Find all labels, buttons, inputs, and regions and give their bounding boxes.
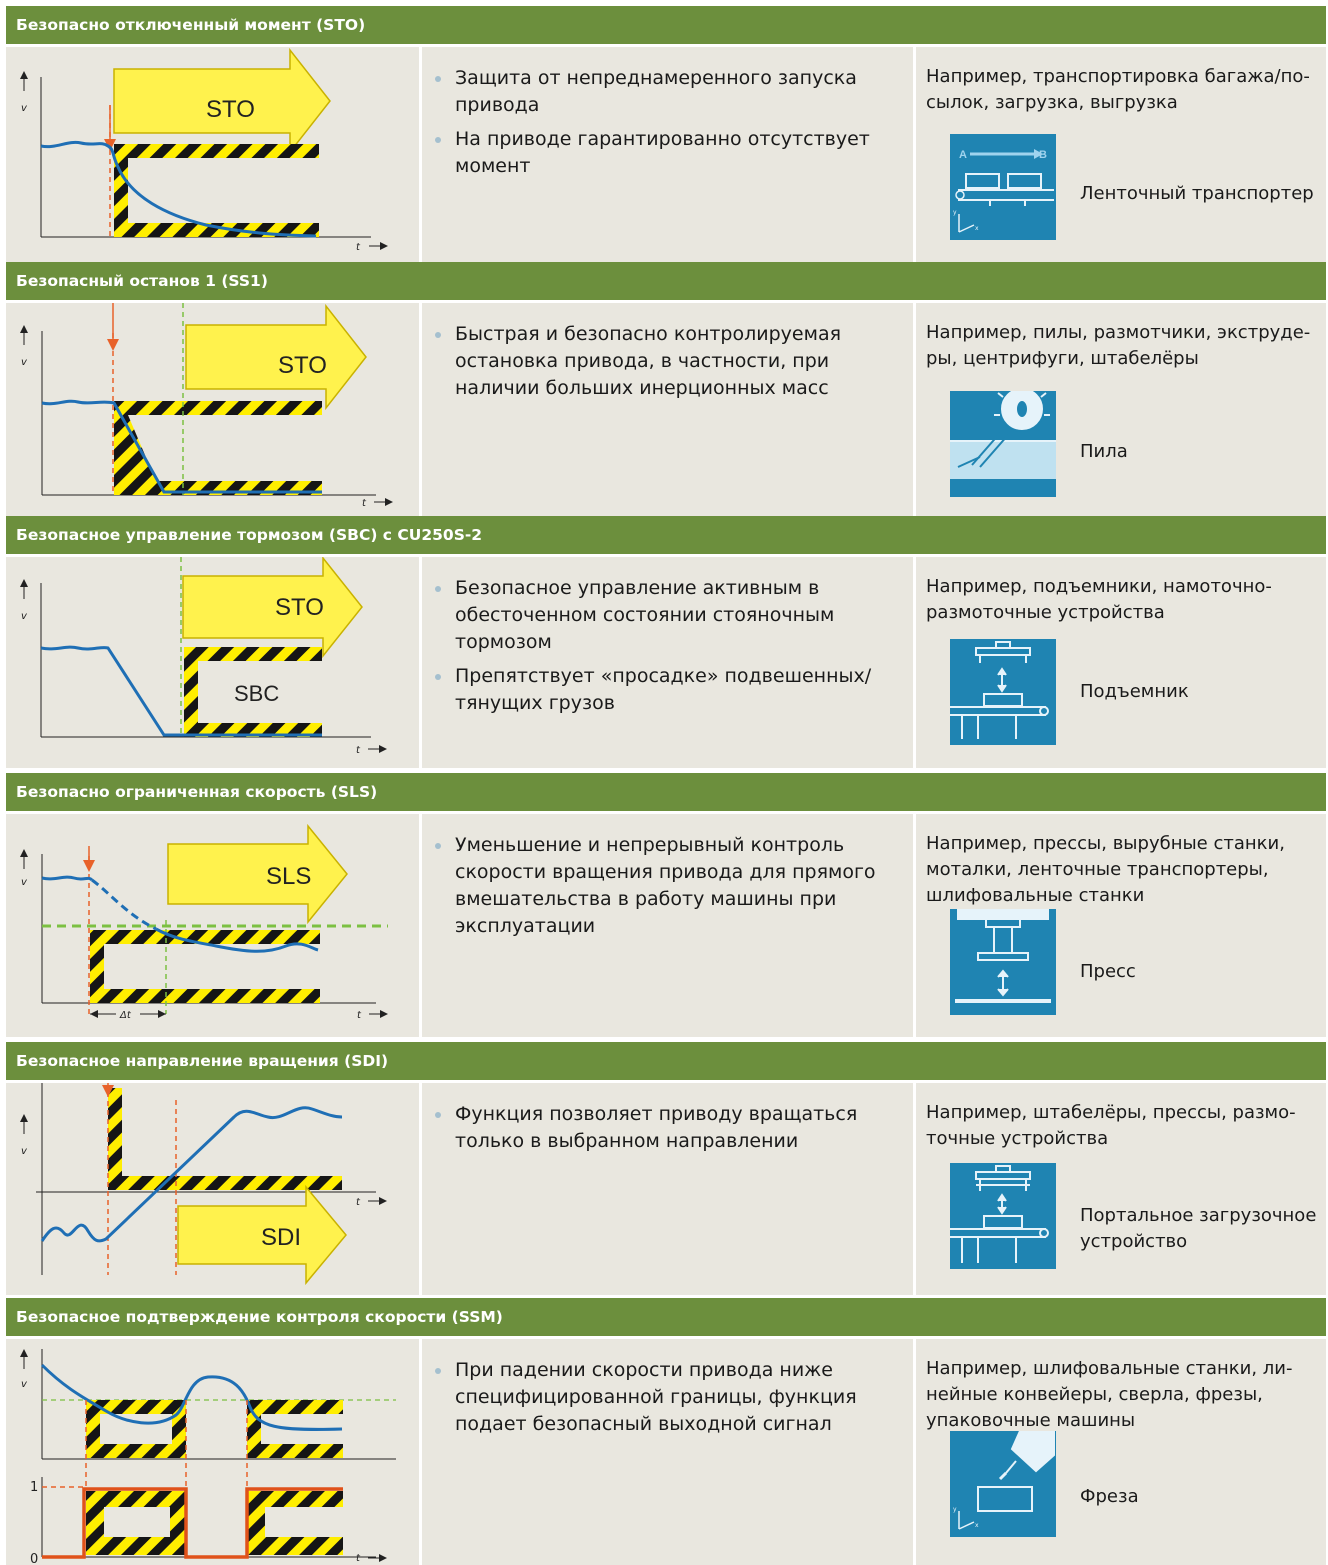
section-title: Безопасное управление тормозом (SBC) с CU250S-2: [6, 516, 1326, 554]
sbc-description: [422, 557, 913, 768]
ssm-example: [916, 1339, 1326, 1565]
section-title: Безопасно отключенный момент (STO): [6, 6, 1326, 44]
svg-text:v: v: [21, 611, 27, 622]
sbc-label: SBC: [234, 681, 280, 706]
bullet: При падении скорости привода ниже специфицированной границы, функция подает безопасный выходной сигнал: [455, 1357, 905, 1438]
sto-arrow: [183, 558, 362, 656]
example-label: Фреза: [1080, 1486, 1139, 1507]
sls-description: [422, 814, 913, 1037]
example-label: Пресс: [1080, 961, 1136, 982]
bullet: На приводе гарантированно отсутствует момент: [455, 126, 905, 180]
example-text: Например, штабелёры, прессы, размо-точные устройства: [926, 1102, 1296, 1149]
svg-text:t: t: [356, 1553, 360, 1564]
bullet: Безопасное управление активным в обесточенном состоянии стояночным тормозом: [455, 575, 905, 656]
sto-arrow: [186, 306, 366, 408]
section-title: Безопасное подтверждение контроля скорости (SSM): [6, 1298, 1326, 1336]
example-label: Портальное загрузочное устройство: [1080, 1205, 1317, 1252]
ssm-description: [422, 1339, 913, 1565]
bullet: Уменьшение и непрерывный контроль скорости вращения привода для прямого вмешательства в работу машины при эксплуатации: [455, 832, 905, 940]
svg-text:A: A: [959, 149, 967, 161]
sdi-description: [422, 1083, 913, 1295]
saw-icon: [950, 391, 1056, 497]
section-title: Безопасное направление вращения (SDI): [6, 1042, 1326, 1080]
sto-graph: [6, 47, 419, 262]
sls-graph: [6, 814, 419, 1037]
sls-example: [916, 814, 1326, 1037]
svg-text:v: v: [21, 1146, 27, 1157]
sls-arrow: [168, 826, 347, 922]
svg-text:SDI: SDI: [261, 1224, 302, 1251]
lift-icon: [950, 639, 1056, 745]
example-text: Например, пилы, размотчики, экструде-ры, центрифуги, штабелёры: [926, 322, 1311, 369]
svg-text:B: B: [1039, 149, 1047, 161]
conveyor-icon: [950, 134, 1056, 240]
ss1-description: [422, 303, 913, 516]
bullet: Препятствует «просадке» подвешенных/тянущих грузов: [455, 663, 905, 717]
sto-example: [916, 47, 1326, 262]
hazard-bar-left: [114, 144, 128, 236]
svg-text:v: v: [21, 357, 27, 368]
sdi-graph: [6, 1083, 419, 1295]
sdi-example: [916, 1083, 1326, 1295]
signal-one-label: 1: [30, 1480, 39, 1495]
svg-text:t: t: [356, 745, 360, 756]
hazard-bar-top: [114, 144, 319, 158]
sto-description: [422, 47, 913, 262]
example-label: Пила: [1080, 441, 1128, 462]
example-text: Например, транспортировка багажа/по-сылок, загрузка, выгрузка: [926, 66, 1310, 113]
bullet: Защита от непреднамеренного запуска привода: [455, 65, 905, 119]
example-label: Подъемник: [1080, 681, 1189, 702]
v-axis-label: v: [21, 103, 27, 114]
delta-t-label: Δt: [120, 1010, 131, 1021]
milling-icon: [950, 1431, 1056, 1537]
section-title: Безопасный останов 1 (SS1): [6, 262, 1326, 300]
svg-text:STO: STO: [278, 352, 327, 379]
svg-text:v: v: [21, 877, 27, 888]
svg-text:t: t: [356, 1197, 360, 1208]
sto-arrow-label: STO: [206, 96, 255, 123]
section-title: Безопасно ограниченная скорость (SLS): [6, 773, 1326, 811]
svg-text:t: t: [357, 1010, 361, 1021]
signal-zero-label: 0: [30, 1552, 39, 1565]
svg-text:y: y: [953, 209, 957, 216]
bullet: Быстрая и безопасно контролируемая остановка привода, в частности, при наличии больших инерционных масс: [455, 321, 905, 402]
svg-text:STO: STO: [275, 594, 324, 621]
example-text: Например, шлифовальные станки, ли-нейные конвейеры, сверла, фрезы, упаковочные машины: [926, 1358, 1293, 1431]
svg-text:t: t: [362, 498, 366, 509]
svg-text:x: x: [975, 225, 979, 232]
example-text: Например, прессы, вырубные станки, моталки, ленточные транспортеры, шлифовальные станки: [926, 833, 1285, 906]
gantry-loader-icon: [950, 1163, 1056, 1269]
sbc-example: [916, 557, 1326, 768]
example-text: Например, подъемники, намоточно-размоточные устройства: [926, 576, 1272, 623]
svg-text:SLS: SLS: [266, 863, 312, 890]
svg-text:y: y: [953, 1506, 957, 1513]
bullet: Функция позволяет приводу вращаться только в выбранном направлении: [455, 1101, 905, 1155]
t-axis-label: t: [356, 242, 360, 253]
press-icon: [950, 909, 1056, 1015]
ss1-graph: [6, 303, 419, 516]
ssm-graph: [6, 1339, 419, 1565]
ss1-example: [916, 303, 1326, 516]
example-label: Ленточный транспортер: [1080, 183, 1314, 204]
sbc-graph: [6, 557, 419, 768]
svg-text:x: x: [975, 1522, 979, 1529]
svg-text:v: v: [21, 1379, 27, 1390]
